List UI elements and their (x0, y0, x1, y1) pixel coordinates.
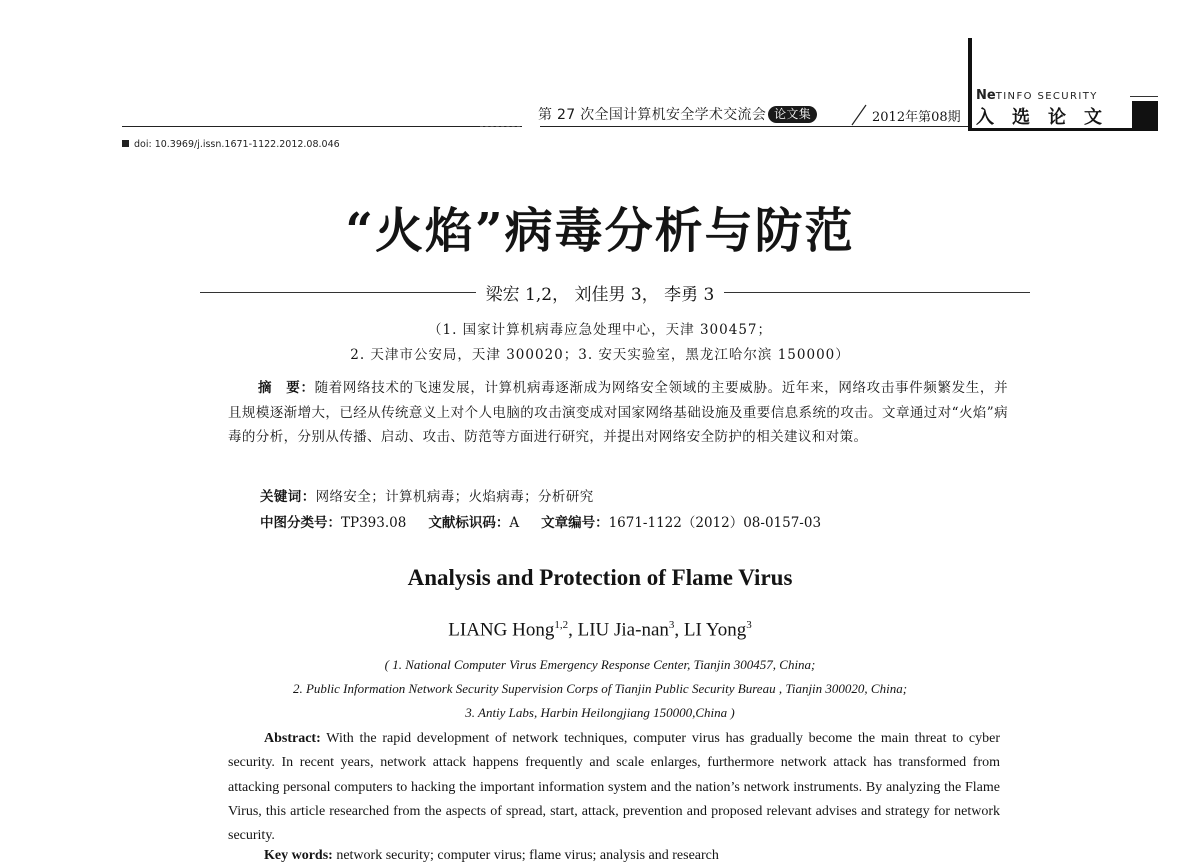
conference-title (538, 104, 817, 124)
affiliation-en-2: 2. Public Information Network Security Supervision Corps of Tianjin Public Security Bureau , Tianjin 300020, China; (292, 681, 908, 696)
doc-code-label: 文献标识码： (428, 515, 510, 531)
abstract-en-label: Abstract: (264, 731, 321, 746)
section-underbar (968, 128, 1158, 131)
affiliation-en-3: 3. Antiy Labs, Harbin Heilongjiang 150000,China ) (465, 705, 735, 720)
keywords-en (264, 848, 719, 864)
doc-code-value: A (509, 515, 520, 531)
clc-value: TP393.08 (341, 515, 407, 531)
classification-line (260, 511, 821, 531)
title-en: Analysis and Protection of Flame Virus (407, 565, 793, 590)
title-cn: “火焰”病毒分析与防范 (345, 203, 855, 259)
article-number-value: 1671-1122（2012）08-0157-03 (608, 515, 822, 531)
abstract-cn-text: 随着网络技术的飞速发展，计算机病毒逐渐成为网络安全领域的主要威胁。近年来，网络攻击事件频繁发生，并且规模逐渐增大，已经从传统意义上对个人电脑的攻击演变成对国家网络基础设施及重要信息系统的攻击。文章通过对“火焰”病毒的分析，分别从传播、启动、攻击、防范等方面进行研究，并提出对网络安全防护的相关建议和对策。 (228, 380, 1008, 445)
article-number-label: 文章编号： (541, 515, 609, 531)
author-en-1-sup: 1,2 (554, 619, 569, 631)
affiliation-cn-1: （1. 国家计算机病毒应急处理中心，天津 300457； (428, 322, 772, 338)
section-block (1132, 101, 1158, 129)
keywords-en-label: Key words: (264, 848, 333, 863)
author-en-2-sup: 3 (668, 619, 675, 631)
abstract-en-text: With the rapid development of network techniques, computer virus has gradually become the main threat to cyber security. In recent years, network attack happens frequently and scale enlarges, furthermore network attack has transformed from attacking personal computers to hacking the important information system and the nation’s network instruments. By analyzing the Flame Virus, this article researched from the aspects of spread, start, attack, prevention and proposed relevant advises and strategy for network security. (228, 731, 1001, 844)
header-rule-left (122, 126, 522, 127)
authors-en: LIANG Hong$^{1,2}$, LIU Jia-nan$^3$, LI Yong$^3$ (448, 619, 752, 641)
affiliation-en-1: ( 1. National Computer Virus Emergency Response Center, Tianjin 300457, China; (384, 657, 816, 672)
author-en-1: LIANG Hong (448, 619, 555, 641)
issue-number: 2012年第08期 (872, 110, 961, 125)
slash-divider-icon (850, 104, 868, 126)
keywords-cn-label: 关键词： (260, 489, 316, 505)
header-rule-right (540, 126, 968, 127)
author-en-2: LIU Jia-nan (577, 619, 669, 641)
proceedings-badge: 论文集 (768, 106, 817, 123)
journal-logo-text: TINFO SECURITY (995, 91, 1098, 102)
journal-logo-rule (1130, 96, 1158, 97)
square-bullet-icon (122, 140, 129, 147)
keywords-en-text: network security; computer virus; flame virus; analysis and research (336, 848, 719, 863)
abstract-cn-label: 摘 要： (258, 380, 315, 396)
authors-cn-text: 梁宏 1,2， 刘佳男 3， 李勇 3 (476, 285, 725, 305)
abstract-cn (228, 376, 1008, 450)
author-en-3-sup: 3 (746, 619, 752, 631)
journal-logo (976, 88, 1098, 103)
doi-line (122, 139, 340, 150)
conference-name: 第 27 次全国计算机安全学术交流会 (538, 107, 767, 123)
clc-label: 中图分类号： (260, 515, 341, 531)
affiliation-cn-2: 2. 天津市公安局，天津 300020；3. 安天实验室，黑龙江哈尔滨 150000） (350, 347, 850, 363)
keywords-cn-text: 网络安全；计算机病毒；火焰病毒；分析研究 (315, 489, 594, 505)
abstract-en (228, 727, 1000, 848)
authors-cn (0, 280, 1200, 305)
keywords-cn (260, 485, 594, 505)
journal-logo-mark: Ne (976, 88, 996, 103)
section-label: 入选论文 (976, 107, 1120, 128)
doi-text: doi: 10.3969/j.issn.1671-1122.2012.08.046 (134, 139, 340, 150)
header-vertical-bar (968, 38, 972, 130)
author-en-3: LI Yong (683, 619, 747, 641)
header-rule-dash (480, 126, 520, 127)
